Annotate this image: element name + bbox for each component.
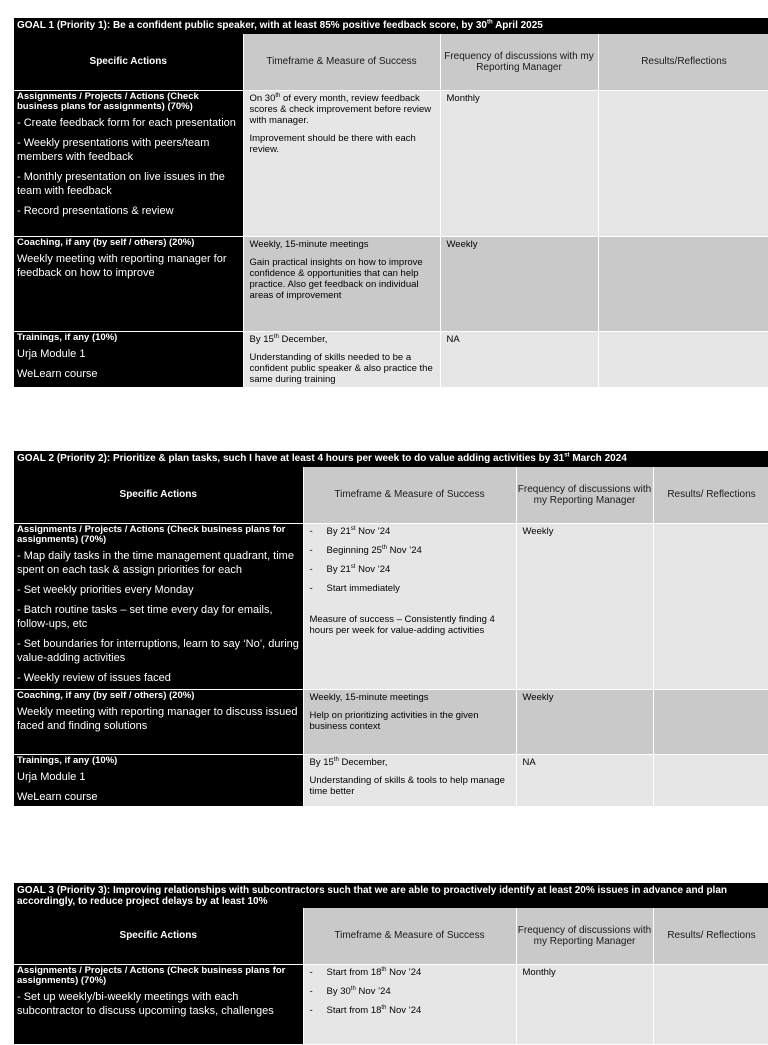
action-item: - Monthly presentation on live issues in the team with feedback <box>17 170 225 197</box>
assignments-row <box>14 964 768 1044</box>
coaching-row <box>14 236 768 331</box>
assignments-heading: Assignments / Projects / Actions (Check business plans for assignments) (70%) <box>17 90 199 112</box>
coaching-results[interactable] <box>653 689 768 754</box>
action-item: Weekly meeting with reporting manager for feedback on how to improve <box>17 252 227 279</box>
goal-3-table <box>14 908 768 1045</box>
trainings-frequency: NA <box>440 331 598 387</box>
assignments-timeframe <box>243 90 440 236</box>
coaching-frequency: Weekly <box>516 689 653 754</box>
assignments-timeframe <box>303 523 516 689</box>
action-item: - Batch routine tasks – set time every day for emails, follow-ups, etc <box>17 603 273 630</box>
action-item: - Set up weekly/bi-weekly meetings with each subcontractor to discuss upcoming tasks, challenges <box>17 990 274 1017</box>
coaching-frequency: Weekly <box>440 236 598 331</box>
action-item: Urja Module 1 <box>17 347 86 360</box>
header-timeframe: Timeframe & Measure of Success <box>243 34 440 90</box>
timeframe-text: By 15th December, <box>309 756 388 768</box>
action-item: - Weekly review of issues faced <box>17 671 171 684</box>
timeframe-list <box>310 967 510 1016</box>
header-frequency: Frequency of discussions with my Reporting Manager <box>516 908 653 964</box>
trainings-row <box>14 754 768 806</box>
assignments-row <box>14 523 768 689</box>
assignments-frequency: Weekly <box>516 523 653 689</box>
trainings-results[interactable] <box>653 754 768 806</box>
action-item: Urja Module 1 <box>17 770 86 783</box>
assignments-results[interactable] <box>653 964 768 1044</box>
trainings-heading: Trainings, if any (10%) <box>17 331 118 343</box>
assignments-heading: Assignments / Projects / Actions (Check business plans for assignments) (70%) <box>17 964 286 986</box>
goal-1-title: GOAL 1 (Priority 1): Be a confident public speaker, with at least 85% positive feedback score, by 30th April 2025 <box>14 18 768 34</box>
header-timeframe: Timeframe & Measure of Success <box>303 467 516 523</box>
timeframe-text: On 30th of every month, review feedback scores & check improvement before review with manager. <box>249 92 432 126</box>
trainings-cell <box>14 331 243 387</box>
trainings-row <box>14 331 768 387</box>
action-item: WeLearn course <box>17 790 98 803</box>
coaching-results[interactable] <box>598 236 768 331</box>
goal-1-section <box>14 18 768 388</box>
timeframe-item: - Start immediately <box>310 583 510 594</box>
goal-2-section <box>14 451 768 807</box>
timeframe-item: - By 21st Nov ’24 <box>310 526 510 537</box>
goal-3-title: GOAL 3 (Priority 3): Improving relationships with subcontractors such that we are able to proactively identify at least 20% issues in advance and plan accordingly, to reduce project delays by at least 10% <box>14 883 768 908</box>
timeframe-text: By 15th December, <box>249 333 328 345</box>
action-item: - Set weekly priorities every Monday <box>17 583 194 596</box>
assignments-results[interactable] <box>653 523 768 689</box>
timeframe-item: - By 30th Nov ’24 <box>310 986 510 997</box>
coaching-heading: Coaching, if any (by self / others) (20%) <box>17 236 195 248</box>
timeframe-item: - Start from 18th Nov ’24 <box>310 967 510 978</box>
header-results: Results/ Reflections <box>653 467 768 523</box>
timeframe-text: Weekly, 15-minute meetings <box>309 691 429 703</box>
action-item: WeLearn course <box>17 367 98 380</box>
goal-3-section <box>14 883 768 1045</box>
header-specific-actions: Specific Actions <box>14 467 303 523</box>
timeframe-item: - Beginning 25th Nov ’24 <box>310 545 510 556</box>
trainings-cell <box>14 754 303 806</box>
timeframe-text: Help on prioritizing activities in the given business context <box>309 709 479 732</box>
action-item: - Weekly presentations with peers/team members with feedback <box>17 136 210 163</box>
assignments-results[interactable] <box>598 90 768 236</box>
action-item: - Create feedback form for each presentation <box>17 116 236 129</box>
timeframe-text: Understanding of skills & tools to help manage time better <box>309 774 505 797</box>
goal-2-table <box>14 467 768 807</box>
goal-1-table <box>14 34 768 388</box>
action-item: - Set boundaries for interruptions, learn to say ‘No’, during value-adding activities <box>17 637 299 664</box>
timeframe-text: Improvement should be there with each review. <box>249 132 416 155</box>
header-timeframe: Timeframe & Measure of Success <box>303 908 516 964</box>
action-item: - Record presentations & review <box>17 204 174 217</box>
coaching-heading: Coaching, if any (by self / others) (20%) <box>17 689 195 701</box>
assignments-cell <box>14 964 303 1044</box>
timeframe-item: - Start from 18th Nov ’24 <box>310 1005 510 1016</box>
action-item: - Map daily tasks in the time management quadrant, time spent on each task & assign priorities for each <box>17 549 294 576</box>
header-specific-actions: Specific Actions <box>14 34 243 90</box>
timeframe-item: - By 21st Nov ’24 <box>310 564 510 575</box>
action-item: Weekly meeting with reporting manager to discuss issued faced and finding solutions <box>17 705 298 732</box>
trainings-heading: Trainings, if any (10%) <box>17 754 118 766</box>
coaching-row <box>14 689 768 754</box>
coaching-timeframe <box>243 236 440 331</box>
coaching-cell <box>14 236 243 331</box>
timeframe-text: Understanding of skills needed to be a confident public speaker & also practice the same during training <box>249 351 433 385</box>
trainings-results[interactable] <box>598 331 768 387</box>
assignments-frequency: Monthly <box>440 90 598 236</box>
trainings-timeframe <box>243 331 440 387</box>
timeframe-text: Weekly, 15-minute meetings <box>249 238 369 250</box>
assignments-timeframe <box>303 964 516 1044</box>
assignments-row <box>14 90 768 236</box>
goal-2-title: GOAL 2 (Priority 2): Prioritize & plan tasks, such I have at least 4 hours per week to do value adding activities by 31st March 2024 <box>14 451 768 467</box>
trainings-timeframe <box>303 754 516 806</box>
timeframe-text: Gain practical insights on how to improve confidence & opportunities that can help practice. Also get feedback on individual areas of improvement <box>249 256 423 301</box>
header-frequency: Frequency of discussions with my Reporting Manager <box>516 467 653 523</box>
assignments-heading: Assignments / Projects / Actions (Check business plans for assignments) (70%) <box>17 523 286 545</box>
timeframe-list <box>310 526 510 594</box>
coaching-cell <box>14 689 303 754</box>
header-frequency: Frequency of discussions with my Reporting Manager <box>440 34 598 90</box>
assignments-cell <box>14 523 303 689</box>
header-results: Results/Reflections <box>598 34 768 90</box>
trainings-frequency: NA <box>516 754 653 806</box>
header-specific-actions: Specific Actions <box>14 908 303 964</box>
measure-of-success: Measure of success – Consistently finding 4 hours per week for value-adding activities <box>309 613 495 636</box>
assignments-frequency: Monthly <box>516 964 653 1044</box>
header-results: Results/ Reflections <box>653 908 768 964</box>
assignments-cell <box>14 90 243 236</box>
coaching-timeframe <box>303 689 516 754</box>
